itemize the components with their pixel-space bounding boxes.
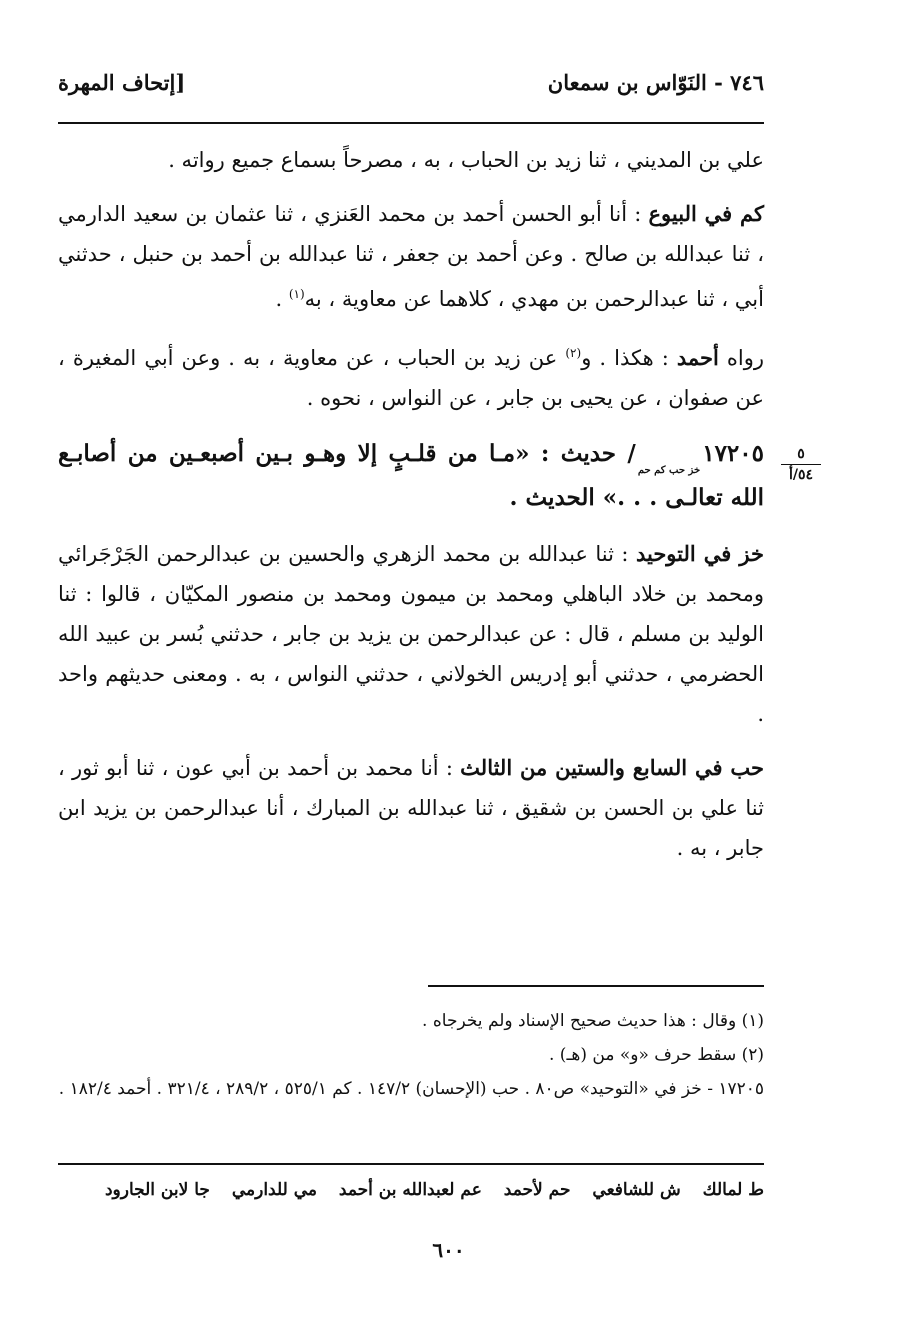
- margin-number: ٥: [781, 446, 821, 465]
- page-number: ٦٠٠: [432, 1238, 465, 1262]
- paragraph-5-lead: حب في السابع والستين من الثالث: [460, 755, 764, 780]
- footnote-ref-2: (٢): [565, 346, 582, 360]
- header-book-title: [إتحاف المهرة: [58, 70, 186, 95]
- paragraph-5-text: : أنا محمد بن أحمد بن أبي عون ، ثنا أبو ثور ، ثنا علي بن الحسن بن شقيق ، ثنا عبدالله بن المبارك ، أنا عبدالرحمن بن يزيد ابن جابر ، به .: [58, 756, 764, 860]
- paragraph-1-text: علي بن المديني ، ثنا زيد بن الحباب ، به ، مصرحاً بسماع جميع رواته .: [168, 148, 764, 172]
- paragraph-4-text: : ثنا عبدالله بن محمد الزهري والحسين بن عبدالرحمن الجَرْجَرائي ومحمد بن خلاد الباهلي ومحمد بن ميمون ومحمد بن منصور المكيّان ، قالوا : ثنا الوليد بن مسلم ، قال : عن عبدالرحمن بن يزيد بن جابر ، حدثني بُسر بن عبيد الله الحضرمي ، حدثني أبو إدريس الخولاني ، حدثني النواس ، به . ومعنى حديثهم واحد .: [58, 542, 764, 726]
- paragraph-5: [58, 748, 764, 868]
- hadith-text: / حديث : «مـا من قلـبٍ إلا وهـو بـين أصبعـين من أصابـع الله تعالـى . . .» الحديث .: [58, 440, 764, 511]
- footnote-ref-1: (١): [288, 287, 305, 301]
- paragraph-3-lead: أحمد: [676, 345, 719, 370]
- header-chapter-title: ٧٤٦ - النَوّاس بن سمعان: [547, 70, 764, 95]
- hadith-sigla: خز حب كم حم: [637, 465, 701, 476]
- legend-item: ط لمالك: [702, 1180, 764, 1200]
- footnotes: [58, 1004, 764, 1106]
- abbreviation-legend: [58, 1180, 764, 1200]
- paragraph-2-text: : أنا أبو الحسن أحمد بن محمد العَنزي ، ثنا عثمان بن سعيد الدارمي ، ثنا عبدالله بن صالح . وعن أحمد بن جعفر ، ثنا عبدالله بن أحمد بن حنبل ، حدثني أبي ، ثنا عبدالرحمن بن مهدي ، كلاهما عن معاوية ، به: [58, 202, 764, 311]
- paragraph-4-lead: خز في التوحيد: [635, 541, 764, 566]
- hadith-heading: [58, 432, 764, 520]
- margin-folio: ٥٤/أ: [788, 467, 814, 483]
- legend-rule: [58, 1163, 764, 1165]
- footnote-1: (١) وقال : هذا حديث صحيح الإسناد ولم يخرجاه .: [422, 1011, 764, 1031]
- footnote-source: ١٧٢٠٥ - خز في «التوحيد» ص٨٠ . حب (الإحسان) ١٤٧/٢ . كم ٥٢٥/١ ، ٢٨٩/٢ ، ٣٢١/٤ . أحمد ١٨٢/٤ .: [58, 1079, 764, 1099]
- legend-item: ش للشافعي: [592, 1180, 681, 1200]
- paragraph-1: [58, 140, 764, 180]
- legend-item: مي للدارمي: [231, 1180, 317, 1200]
- running-header: [58, 70, 764, 110]
- legend-item: عم لعبدالله بن أحمد: [338, 1180, 482, 1200]
- margin-reference: [781, 446, 821, 483]
- footnote-rule: [428, 985, 764, 987]
- paragraph-3: [58, 333, 764, 418]
- footnote-2: (٢) سقط حرف «و» من (هـ) .: [549, 1045, 764, 1065]
- legend-item: حم لأحمد: [503, 1180, 571, 1200]
- header-rule: [58, 122, 764, 124]
- main-text: [58, 140, 764, 882]
- hadith-number: ١٧٢٠٥: [702, 440, 764, 467]
- paragraph-2-end: .: [275, 287, 289, 311]
- paragraph-4: [58, 534, 764, 734]
- paragraph-2: [58, 194, 764, 319]
- paragraph-3-pre: رواه: [718, 346, 765, 370]
- paragraph-3-text-a: : هكذا . و: [581, 346, 677, 370]
- paragraph-2-lead: كم في البيوع: [648, 201, 764, 226]
- legend-item: جا لابن الجارود: [104, 1180, 210, 1200]
- paragraph-3-text-b: عن زيد بن الحباب ، عن معاوية ، به . وعن أبي المغيرة ، عن صفوان ، عن يحيى بن جابر ، عن النواس ، نحوه .: [58, 346, 764, 410]
